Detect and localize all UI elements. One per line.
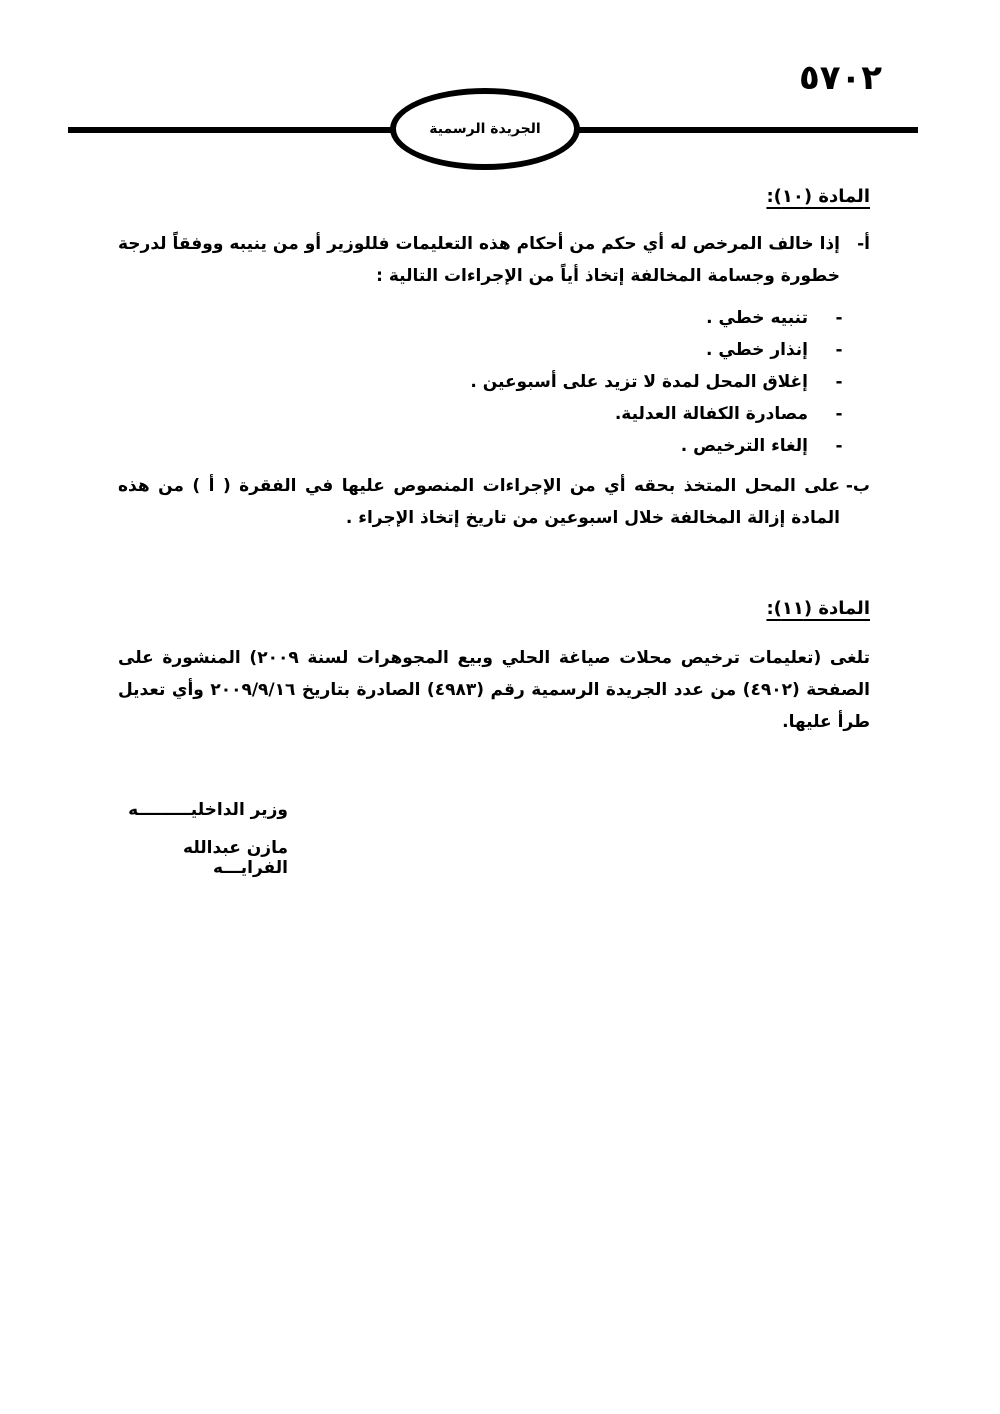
gazette-title: الجريدة الرسمية [429, 121, 541, 137]
list-item [118, 302, 870, 334]
gazette-oval [390, 88, 580, 170]
list-item [118, 398, 870, 430]
list-item-text: إغلاق المحل لمدة لا تزيد على أسبوعين . [470, 372, 808, 392]
list-item-text: تنبيه خطي . [706, 308, 808, 328]
header-rule-left [68, 127, 392, 133]
signature-title: وزير الداخليـــــــــه [128, 800, 288, 820]
list-dash: - [835, 436, 843, 456]
signature-name: مازن عبدالله الفرايـــه [183, 838, 288, 878]
list-item-text: مصادرة الكفالة العدلية. [614, 404, 808, 424]
article-10-heading [118, 186, 870, 207]
para-a-marker: أ- [857, 234, 870, 254]
para-b-marker: ب- [845, 476, 870, 496]
article-10-para-b [118, 470, 870, 534]
para-b-text: على المحل المتخذ بحقه أي من الإجراءات المنصوص عليها في الفقرة ( أ ) من هذه المادة إزالة المخالفة خلال اسبوعين من تاريخ إتخاذ الإجراء . [118, 476, 840, 528]
header-rule-right [578, 127, 918, 133]
list-item-text: إلغاء الترخيص . [680, 436, 808, 456]
list-item-text: إنذار خطي . [706, 340, 808, 360]
list-item [118, 366, 870, 398]
list-item [118, 334, 870, 366]
list-dash: - [835, 340, 843, 360]
list-dash: - [835, 404, 843, 424]
article-11-text: تلغى (تعليمات ترخيص محلات صياغة الحلي وبيع المجوهرات لسنة ٢٠٠٩) المنشورة على الصفحة (٤٩٠٢) من عدد الجريدة الرسمية رقم (٤٩٨٣) الصادرة بتاريخ ٢٠٠٩/٩/١٦ وأي تعديل طرأ عليها. [118, 648, 871, 732]
page-number: ٥٧٠٢ [798, 58, 882, 98]
para-a-text: إذا خالف المرخص له أي حكم من أحكام هذه التعليمات فللوزير أو من ينيبه ووفقاً لدرجة خطورة وجسامة المخالفة إتخاذ أياً من الإجراءات التالية : [118, 234, 840, 286]
article-11-heading-text: المادة (١١): [766, 598, 870, 619]
list-dash: - [835, 308, 843, 328]
article-10-heading-text: المادة (١٠): [766, 186, 870, 207]
list-dash: - [835, 372, 843, 392]
list-item [118, 430, 870, 462]
article-11-heading [118, 598, 870, 619]
measures-list [118, 302, 870, 462]
article-10-para-a [118, 228, 870, 292]
